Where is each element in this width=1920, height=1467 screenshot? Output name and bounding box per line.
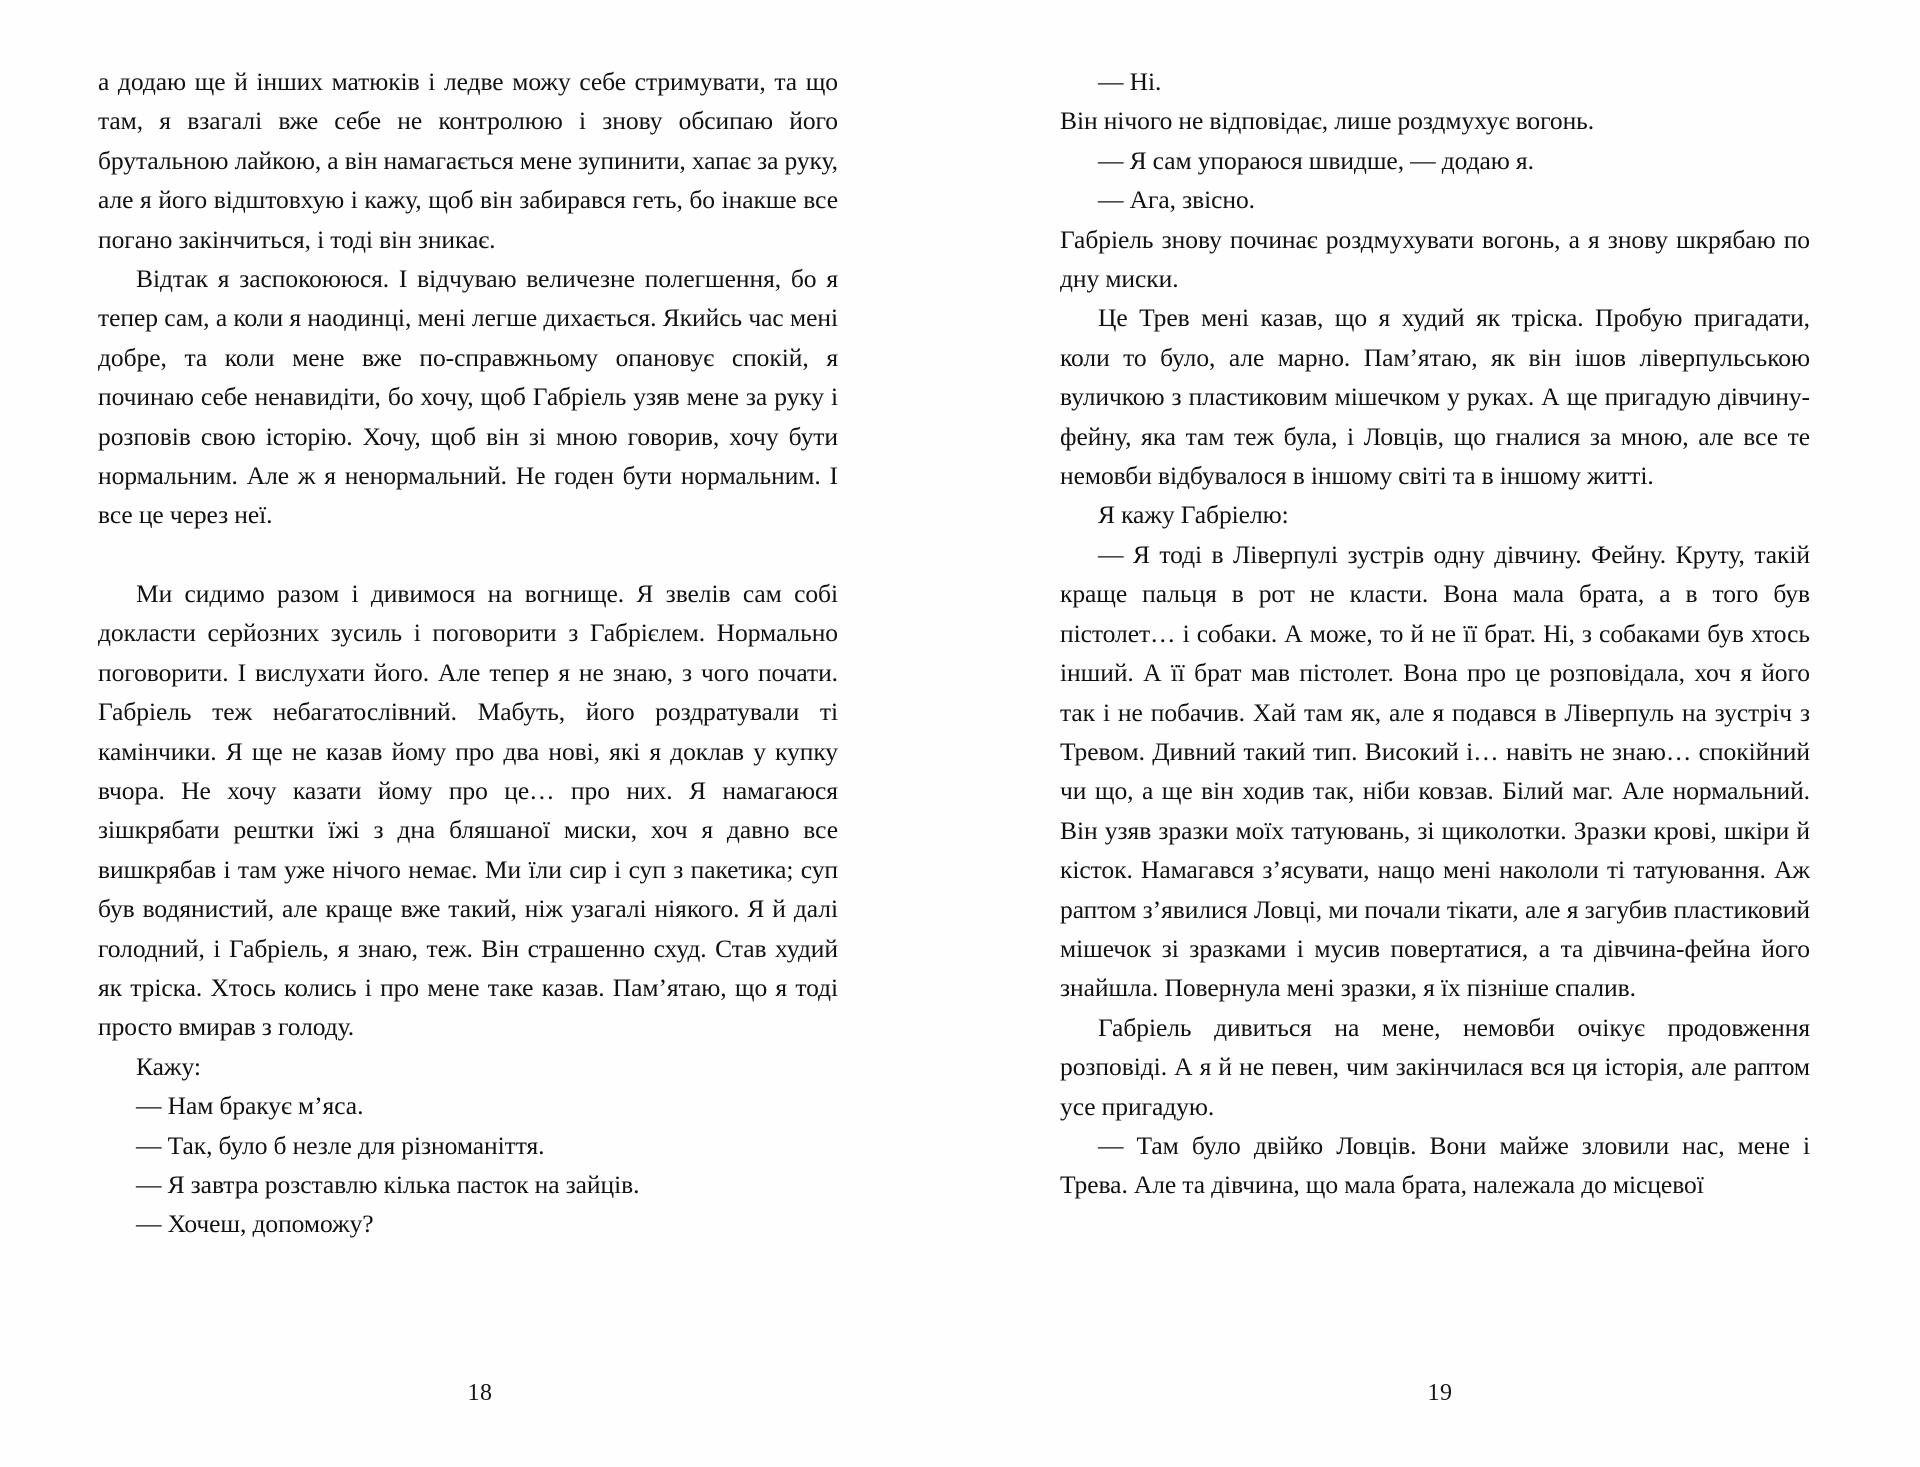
page-right [960, 0, 1920, 1467]
paragraph: Він нічого не відповідає, лише роздмухує вогонь. [1060, 106, 1595, 136]
body-text-left [98, 62, 838, 1244]
page-number-right: 19 [1427, 1380, 1453, 1406]
dialogue-line: — Я тоді в Ліверпулі зустрів одну дівчину. Фейну. Круту, такій краще пальця в рот не класти. Вона мала брата, а в того був пістолет… і собаки. А може, то й не її брат. Ні, з собаками був хтось інший. А її брат мав пістолет. Вона про це розповідала, хоч я його так і не побачив. Хай там як, але я подався в Ліверпуль на зустріч з Тревом. Дивний такий тип. Високий і… навіть не знаю… спокійний чи що, а ще він ходив так, ніби ковзав. Білий маг. Але нормальний. Він узяв зразки моїх татуювань, зі щиколотки. Зразки крові, шкіри й кісток. Намагався з’ясувати, нащо мені накололи ті татуювання. Аж раптом з’явилися Ловці, ми почали тікати, але я загубив пластиковий мішечок зі зразками і мусив повертатися, а та дівчина-фейна його знайшла. Повернула мені зразки, я їх пізніше спалив. [1060, 539, 1810, 1003]
dialogue-line: — Я завтра розставлю кілька пасток на зайців. [136, 1169, 640, 1199]
paragraph: Ми сидимо разом і дивимося на вогнище. Я звелів сам собі докласти серйозних зусиль і поговорити з Габрієлем. Нормально поговорити. І вислухати його. Але тепер я не знаю, з чого почати. Габріель теж небагатослівний. Мабуть, його роздратували ті камінчики. Я ще не казав йому про два нові, які я доклав у купку вчора. Не хочу казати йому про це… про них. Я намагаюся зішкрябати рештки їжі з дна бляшаної миски, хоч я давно все вишкрябав і там уже нічого немає. Ми їли сир і суп з пакетика; суп був водянистий, але краще вже такий, ніж узагалі ніякого. Я й далі голодний, і Габріель, я знаю, теж. Він страшенно схуд. Став худий як тріска. Хтось колись і про мене таке казав. Пам’ятаю, що я тоді просто вмирав з голоду. [98, 578, 838, 1042]
paragraph: Це Трев мені казав, що я худий як тріска. Пробую пригадати, коли то було, але марно. Пам’ятаю, як він ішов ліверпульською вуличкою з пластиковим мішечком у руках. А ще пригадую дівчину-фейну, яка там теж була, і Ловців, що гналися за мною, але все те немовби відбувалося в іншому світі та в іншому житті. [1060, 303, 1810, 491]
body-text-right [1060, 62, 1810, 1205]
paragraph: Відтак я заспокоююся. І відчуваю величезне полегшення, бо я тепер сам, а коли я наодинці, мені легше дихається. Якийсь час мені добре, та коли мене вже по-справжньому опановує спокій, я починаю себе ненавидіти, бо хочу, щоб Габріель узяв мене за руку і розповів свою історію. Хочу, щоб він зі мною говорив, хочу бути нормальним. Але ж я ненормальний. Не годен бути нормальним. І все це через неї. [98, 264, 838, 530]
paragraph: Габріель знову починає роздмухувати вогонь, а я знову шкрябаю по дну миски. [1060, 224, 1810, 294]
dialogue-line: — Ні. [1098, 67, 1162, 96]
paragraph: Кажу: [136, 1051, 201, 1081]
paragraph: Я кажу Габріелю: [1098, 500, 1289, 530]
page-number-left: 18 [467, 1380, 493, 1406]
paragraph: а додаю ще й інших матюків і ледве можу себе стримувати, та що там, я взагалі вже себе не контролюю і знову обсипаю його брутальною лайкою, а він намагається мене зупинити, хапає за руку, але я його відштовхую і кажу, щоб він забирався геть, бо інакше все погано закінчиться, і тоді він зникає. [98, 67, 838, 254]
dialogue-line: — Ага, звісно. [1098, 185, 1256, 215]
dialogue-line: — Так, було б незле для різноманіття. [136, 1130, 545, 1160]
dialogue-line: — Нам бракує м’яса. [136, 1091, 364, 1121]
dialogue-line: — Там було двійко Ловців. Вони майже зловили нас, мене і Трева. Але та дівчина, що мала брата, належала до місцевої [1060, 1130, 1810, 1200]
dialogue-line: — Хочеш, допоможу? [136, 1209, 374, 1239]
paragraph: Габріель дивиться на мене, немовби очікує продовження розповіді. А я й не певен, чим закінчилася вся ця історія, але раптом усе пригадую. [1060, 1012, 1810, 1121]
dialogue-line: — Я сам упораюся швидше, — додаю я. [1098, 145, 1534, 175]
